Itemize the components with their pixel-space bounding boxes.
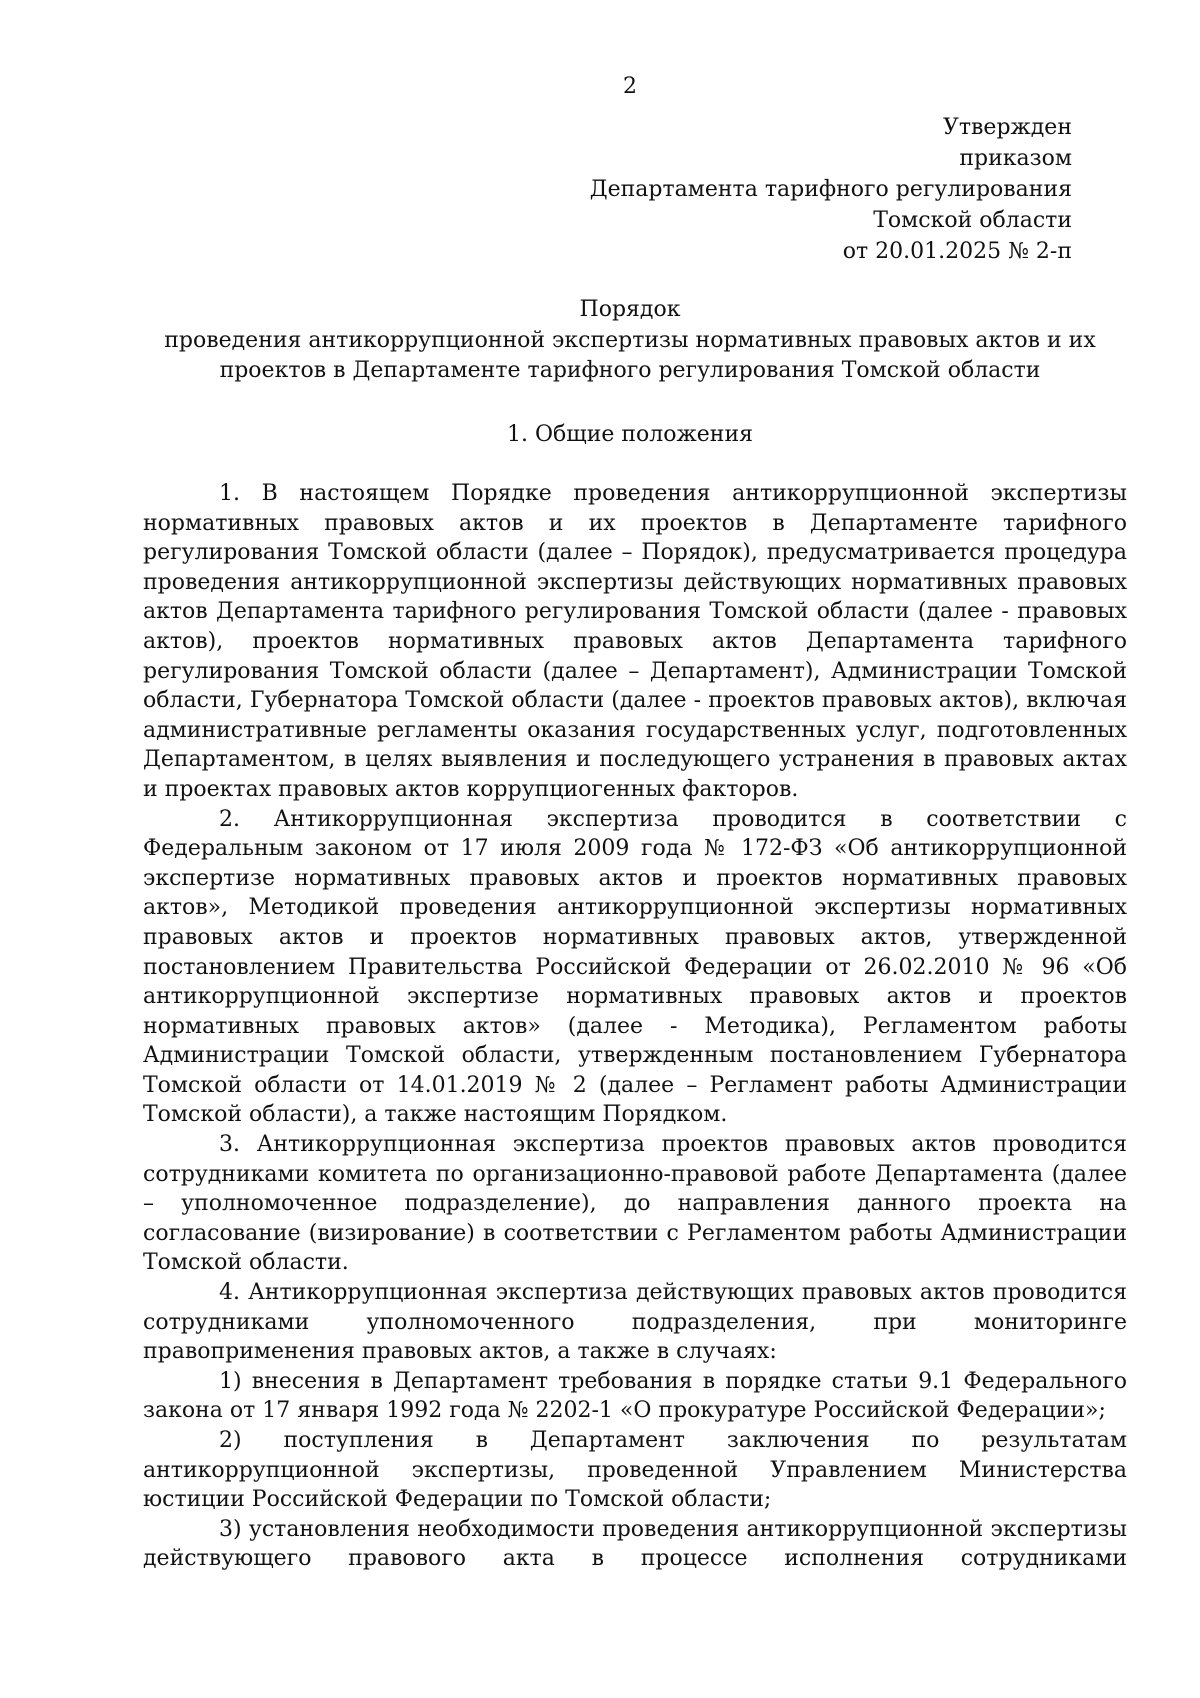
approval-line: приказом xyxy=(959,146,1072,171)
paragraph-2: 2. Антикоррупционная экспертиза проводится в соответствии с Федеральным законом от 17 июля 2009 года № 172-ФЗ «Об антикоррупционной экспертизе нормативных правовых актов и проектов нормативных правовых актов», Методикой проведения антикоррупционной экспертизы нормативных правовых актов и проектов нормативных правовых актов, утвержденной постановлением Правительства Российской Федерации от 26.02.2010 № 96 «Об антикоррупционной экспертизе нормативных правовых актов и проектов нормативных правовых актов» (далее - Методика), Регламентом работы Администрации Томской области, утвержденным постановлением Губернатора Томской области от 14.01.2019 № 2 (далее – Регламент работы Администрации Томской области), а также настоящим Порядком. xyxy=(143,806,1127,1128)
list-item-3: 3) установления необходимости проведения антикоррупционной экспертизы действующего правового акта в процессе исполнения сотрудниками xyxy=(143,1516,1127,1572)
section-heading: 1. Общие положения xyxy=(507,422,753,447)
approval-line: Томской области xyxy=(873,208,1072,233)
page-number: 2 xyxy=(623,74,637,99)
title-line: проектов в Департаменте тарифного регулирования Томской области xyxy=(219,358,1041,383)
list-item-2: 2) поступления в Департамент заключения по результатам антикоррупционной экспертизы, проведенной Управлением Министерства юстиции Российской Федерации по Томской области; xyxy=(143,1428,1127,1513)
approval-line: от 20.01.2025 № 2-п xyxy=(842,239,1072,264)
body-text xyxy=(143,479,1127,1574)
paragraph-4: 4. Антикоррупционная экспертиза действующих правовых актов проводится сотрудниками уполномоченного подразделения, при мониторинге правоприменения правовых актов, а также в случаях: xyxy=(143,1280,1127,1365)
approval-line: Утвержден xyxy=(942,115,1072,140)
approval-line: Департамента тарифного регулирования xyxy=(589,177,1072,202)
title-line: Порядок xyxy=(579,297,681,322)
document-title xyxy=(120,295,1140,387)
list-item-1: 1) внесения в Департамент требования в порядке статьи 9.1 Федерального закона от 17 января 1992 года № 2202-1 «О прокуратуре Российской Федерации»; xyxy=(143,1368,1127,1424)
title-line: проведения антикоррупционной экспертизы нормативных правовых актов и их xyxy=(164,327,1096,353)
paragraph-3: 3. Антикоррупционная экспертиза проектов правовых актов проводится сотрудниками комитета по организационно-правовой работе Департамента (далее – уполномоченное подразделение), до направления данного проекта на согласование (визирование) в соответствии с Регламентом работы Администрации Томской области. xyxy=(143,1132,1127,1276)
approval-block xyxy=(590,112,1072,267)
paragraph-1: 1. В настоящем Порядке проведения антикоррупционной экспертизы нормативных правовых актов и их проектов в Департаменте тарифного регулирования Томской области (далее – Порядок), предусматривается процедура проведения антикоррупционной экспертизы действующих нормативных правовых актов Департамента тарифного регулирования Томской области (далее - правовых актов), проектов нормативных правовых актов Департамента тарифного регулирования Томской области (далее – Департамент), Администрации Томской области, Губернатора Томской области (далее - проектов правовых актов), включая административные регламенты оказания государственных услуг, подготовленных Департаментом, в целях выявления и последующего устранения в правовых актах и проектах правовых актов коррупциогенных факторов. xyxy=(143,481,1127,802)
